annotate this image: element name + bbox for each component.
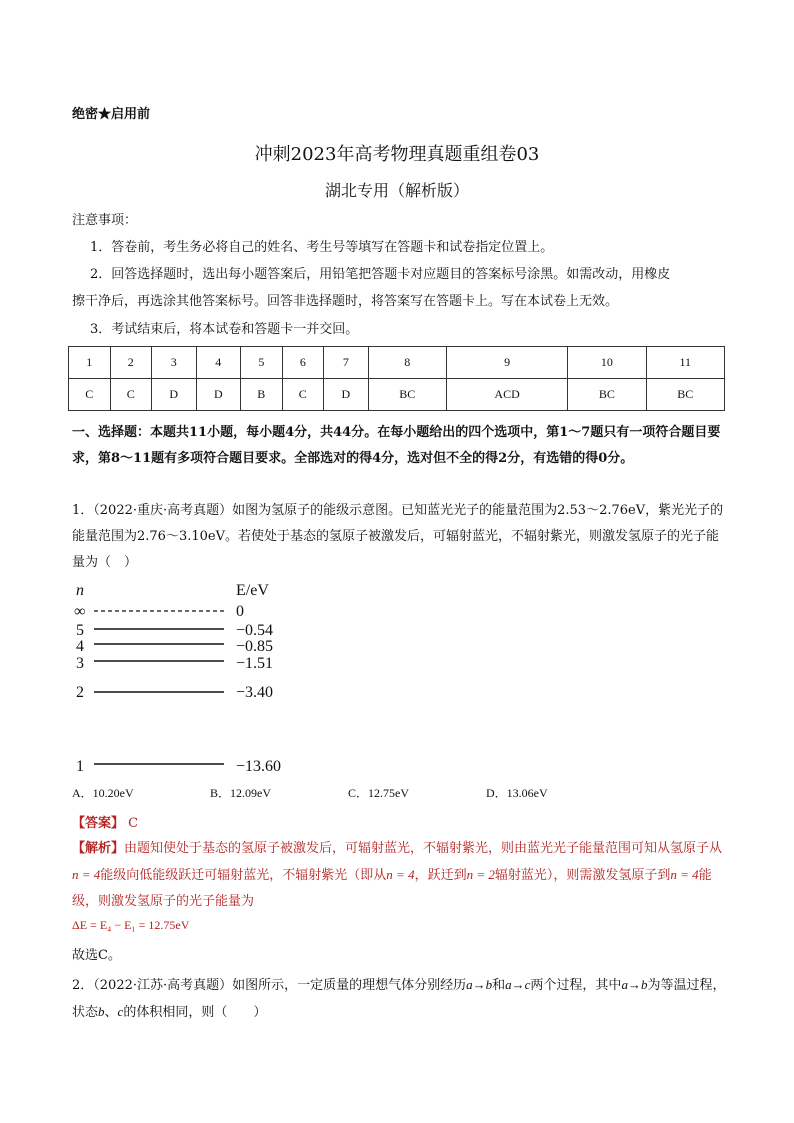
n-axis-label: n [76,582,84,599]
q2-text: 的体积相同，则（ ） [123,1005,267,1020]
analysis-text: 能级，则激发氢原子的光子能量为 [72,868,712,909]
analysis-text: 能级向低能级跃迁可辐射蓝光，不辐射紫光（即从 [100,868,387,883]
question-1-text: 1．（2022·重庆·高考真题）如图为氢原子的能级示意图。已知蓝光光子的能量范围为2.53～2.76eV，紫光光子的能量范围为2.76～3.10eV。若使处于基态的氢原子被激发后，可辐射蓝光，不辐射紫光，则激发氢原子的光子能量为（ ） [72,503,724,570]
e-axis-label: E/eV [236,582,269,599]
question-1-conclusion: 故选C。 [72,948,121,963]
table-cell: ACD [446,379,567,411]
level-energy-label: −0.85 [236,638,274,655]
level-energy-label: 0 [236,603,244,620]
analysis-text: ，跃迁到 [414,868,467,883]
table-cell: 3 [152,347,197,379]
table-cell: 9 [446,347,567,379]
answer-value: C [128,816,139,831]
process-ab: a→b [466,977,493,992]
level-energy-label: −0.54 [236,622,274,639]
page-title: 冲刺2023年高考物理真题重组卷03 [254,144,540,165]
answer-table-answers-row [69,379,725,411]
table-cell: 10 [568,347,646,379]
process-ab: a→b [621,977,648,992]
table-cell: C [282,379,324,411]
state-c: c [117,1004,124,1019]
table-cell: BC [646,379,724,411]
section-heading: 一、选择题：本题共11小题，每小题4分，共44分。在每小题给出的四个选项中，第1～7题只有一项符合题目要求，第8～11题有多项符合题目要求。全部选对的得4分，选对但不全的得2分，有选错的得0分。 [72,425,721,466]
question-1-options [72,784,726,801]
state-b: b [98,1004,105,1019]
table-cell: 4 [196,347,241,379]
table-cell: C [110,379,152,411]
option-a: A．10.20eV [72,786,134,800]
answer-table-numbers-row [69,347,725,379]
table-cell: 8 [368,347,446,379]
page-subtitle: 湖北专用（解析版） [324,181,469,200]
notice-item-2: 2．回答选择题时，选出每小题答案后，用铅笔把答题卡对应题目的答案标号涂黑。如需改动，用橡皮 [90,267,671,282]
question-1-answer [72,812,138,831]
q2-text: 、 [104,1005,118,1020]
option-d: D．13.06eV [486,786,548,800]
level-energy-label: −1.51 [236,655,274,672]
option-b: B．12.09eV [210,786,271,800]
level-n-label: ∞ [74,603,86,620]
level-n-label: 1 [76,758,84,775]
table-cell: B [241,379,283,411]
level-n-label: 5 [76,622,84,639]
table-cell: BC [568,379,646,411]
table-cell: 5 [241,347,283,379]
analysis-label: 【解析】 [72,841,125,856]
level-energy-label: −13.60 [236,758,282,775]
notice-item-2-cont: 擦干净后，再选涂其他答案标号。回答非选择题时，将答案写在答题卡上。写在本试卷上无效。 [72,294,619,309]
q2-text: 两个过程，其中 [530,978,622,993]
table-cell: D [196,379,241,411]
table-cell: D [324,379,369,411]
table-cell: 6 [282,347,324,379]
table-cell: 1 [69,347,111,379]
notice-heading: 注意事项： [72,213,138,228]
question-2-text [72,972,726,1026]
question-1-analysis [72,836,726,915]
level-n4: n = 4 [670,867,699,882]
level-n-label: 2 [76,684,84,701]
confidential-mark: 绝密★启用前 [72,107,151,122]
level-n-label: 3 [76,655,84,672]
notice-item-3: 3．考试结束后，将本试卷和答题卡一并交回。 [90,322,359,337]
energy-level-diagram [70,575,310,780]
q2-text: 2．（2022·江苏·高考真题）如图所示，一定质量的理想气体分别经历 [72,978,467,993]
table-cell: 11 [646,347,724,379]
analysis-text: 辐射蓝光），则需激发氢原子到 [494,868,671,883]
notice-item-1: 1．答卷前，考生务必将自己的姓名、考生号等填写在答题卡和试卷指定位置上。 [90,240,554,255]
table-cell: C [69,379,111,411]
level-n4: n = 4 [72,867,101,882]
option-c: C．12.75eV [348,786,409,800]
q2-text: 为等温过程，状态 [72,978,726,1020]
process-ac: a→c [505,977,531,992]
level-n2: n = 2 [466,867,495,882]
answer-table [68,346,725,411]
table-cell: D [152,379,197,411]
table-cell: 2 [110,347,152,379]
level-n4: n = 4 [386,867,415,882]
level-n-label: 4 [76,638,84,655]
answer-label: 【答案】 [72,816,125,831]
energy-formula: ΔE = E₄ − E₁ = 12.75eV [72,918,190,932]
level-energy-label: −3.40 [236,684,274,701]
table-cell: 7 [324,347,369,379]
analysis-text: 由题知使处于基态的氢原子被激发后，可辐射蓝光，不辐射紫光，则由蓝光光子能量范围可知从氢原子从 [124,841,723,856]
table-cell: BC [368,379,446,411]
q2-text: 和 [492,978,506,993]
